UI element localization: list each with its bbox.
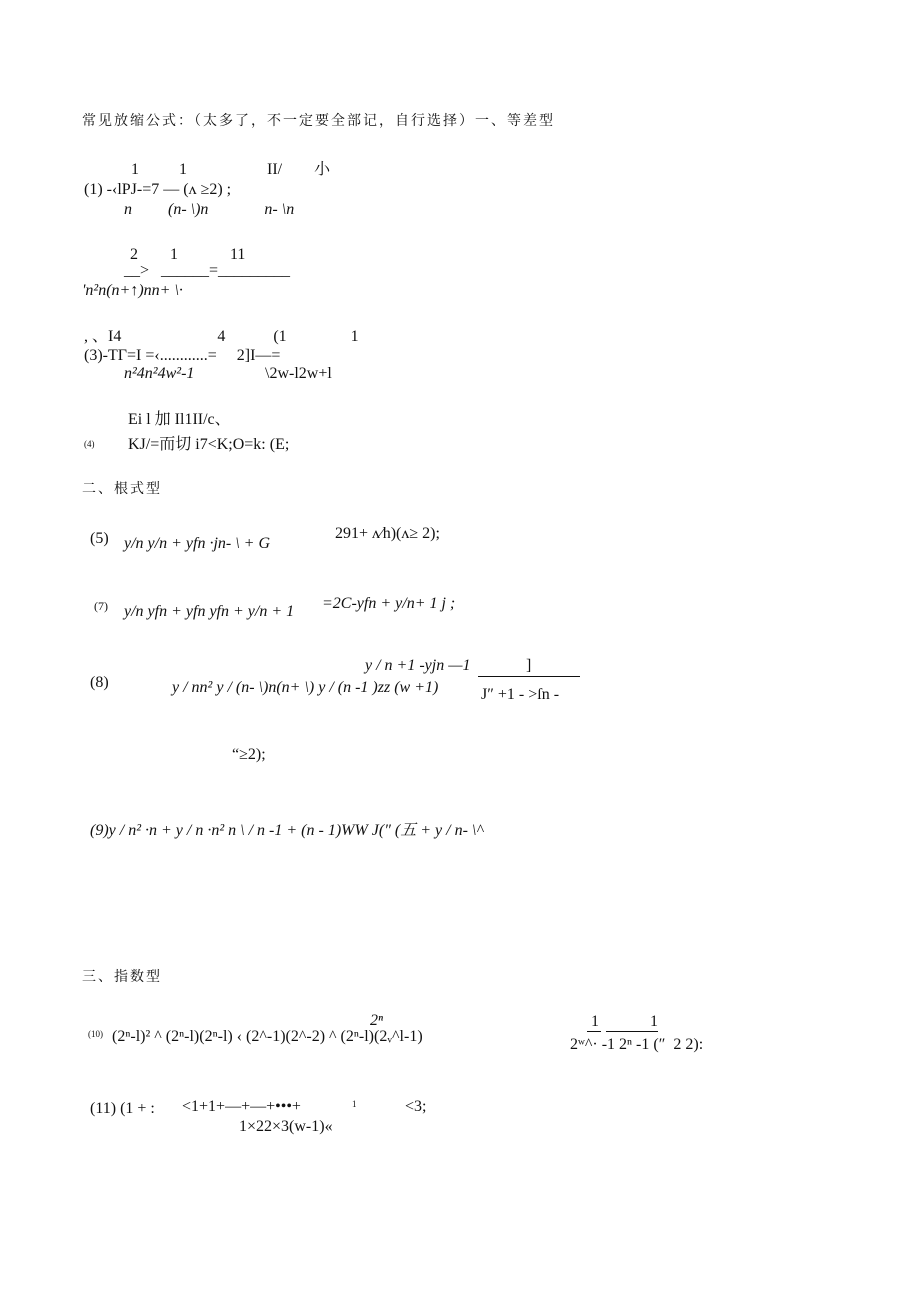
formula-7-number: (7)	[94, 599, 108, 613]
formula-8-right: J″ +1 - >ſn -	[481, 686, 560, 703]
formula-2-denominators: 'n²n(n+↑)nn+ \·	[82, 282, 183, 299]
formula-2-main: __> ______=_________	[124, 262, 291, 279]
formula-2-numerators: 2 1 11	[130, 246, 246, 263]
heading-exponential-type: 三、指数型	[82, 969, 162, 985]
formula-10-main: (2ⁿ-l)² ^ (2ⁿ-l)(2ⁿ-l) ‹ (2^-1)(2^-2) ^ (2ⁿ-l)(2ᵥ^l-1)	[112, 1028, 423, 1045]
formula-8-bracket: ]	[526, 657, 532, 674]
heading-radical-type: 二、根式型	[82, 481, 162, 497]
formula-1-numerators: 1 1 II/ 小	[131, 161, 331, 178]
formula-11-left: (11) (1 + :	[90, 1100, 155, 1117]
formula-11-right: <3;	[405, 1098, 427, 1115]
formula-10-right-numerator-2: 1	[650, 1013, 658, 1030]
formula-9: (9)y / n² ·n + y / n ·n² n \ / n -1 + (n - 1)WW J(″ (五 + y / n- \^	[90, 822, 484, 839]
formula-7-left: y/n yfn + yfn yfn + y/n + 1	[124, 603, 295, 620]
formula-10-fraction-bar-1	[587, 1031, 601, 1032]
formula-1-main: (1) -‹lPJ-=7 — (ʌ ≥2) ;	[84, 181, 232, 198]
formula-8-fraction-bar	[478, 676, 580, 677]
formula-3-denominators-right: \2w-l2w+l	[265, 365, 332, 382]
formula-11-denominators: 1×22×3(w-1)«	[239, 1118, 333, 1135]
formula-3-main: (3)-TΓ=I =‹............= 2]I—=	[84, 347, 281, 364]
formula-3-numerators: , 、I4 4 (1 1	[84, 328, 359, 345]
heading-arithmetic-type: 常见放缩公式：（太多了，不一定要全部记，自行选择）一、等差型	[82, 113, 555, 129]
formula-8-condition: “≥2);	[232, 746, 266, 763]
formula-10-number: (10)	[88, 1029, 103, 1039]
formula-5-left: y/n y/n + yfn ·jn- \ + G	[124, 535, 271, 552]
formula-10-right-denominators: 2ʷ^· -1 2ⁿ -1 (″ 2 2):	[570, 1036, 704, 1053]
formula-8-main: y / nn² y / (n- \)n(n+ \) y / (n -1 )zz (w +1)	[172, 679, 439, 696]
formula-8-numerator: y / n +1 -yjn —1	[365, 657, 471, 674]
formula-4-main: KJ/=而切 i7<K;O=k: (E;	[128, 436, 290, 453]
formula-5-right: 291+ ʌ⁄h)(ʌ≥ 2);	[335, 525, 440, 542]
formula-8-number: (8)	[90, 674, 109, 691]
formula-4-number: (4)	[84, 439, 95, 449]
formula-11-superscript: 1	[352, 1099, 357, 1109]
formula-10-right-numerator-1: 1	[591, 1013, 599, 1030]
formula-10-superscript: 2ⁿ	[370, 1012, 384, 1029]
formula-7-right: =2C-yfn + y/n+ 1 j ;	[322, 595, 456, 612]
formula-11-middle: <1+1+—+—+•••+	[182, 1098, 301, 1115]
formula-4-top: Ei l 加 Il1II/c、	[128, 411, 231, 428]
formula-3-denominators-left: n²4n²4w²-1	[124, 365, 195, 382]
formula-5-number: (5)	[90, 530, 109, 547]
formula-10-fraction-bar-2	[606, 1031, 658, 1032]
formula-1-denominators: n (n- \)n n- \n	[124, 201, 295, 218]
